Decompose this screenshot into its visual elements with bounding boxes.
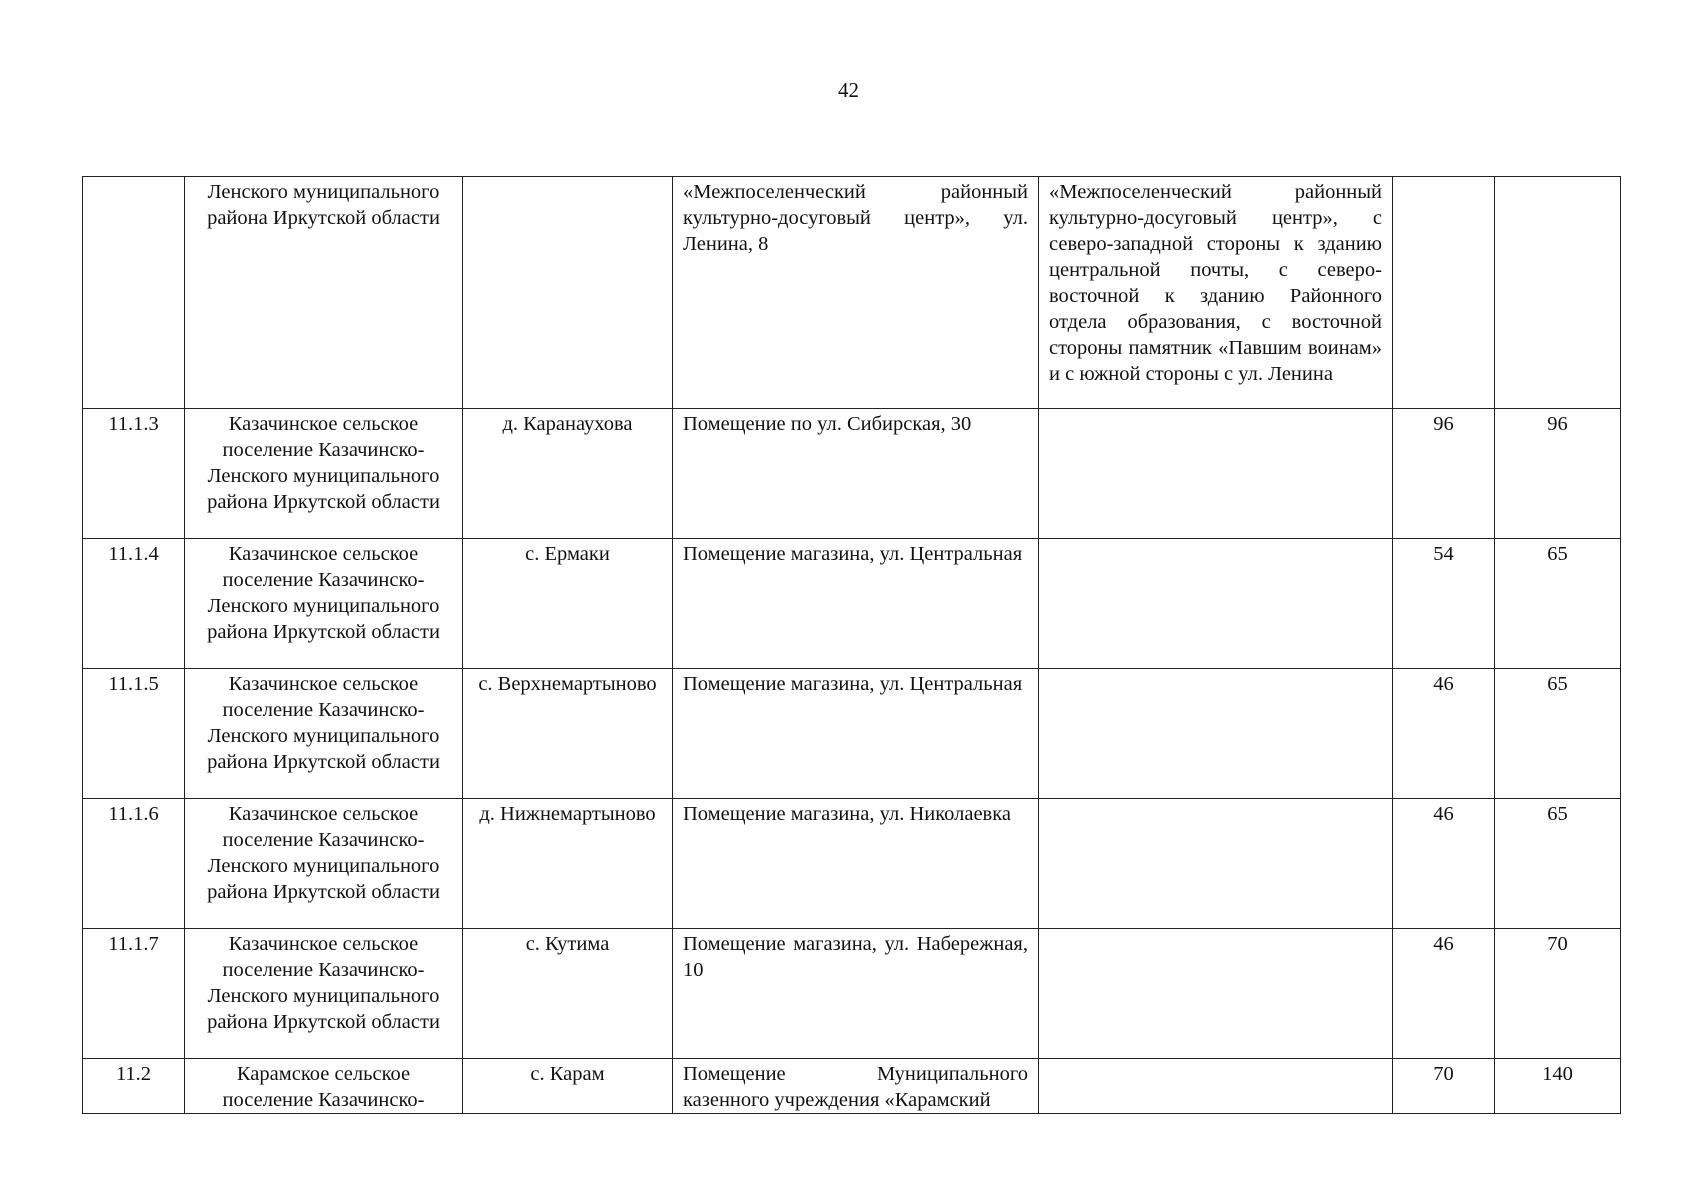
locality: с. Верхнемартыново xyxy=(463,669,673,799)
station-location: Помещение магазина, ул. Николаевка xyxy=(673,799,1039,929)
station-boundaries: «Межпоселенческий районный культурно-досуговый центр», с северо-западной стороны к зданию центральной почты, с северо-восточной к зданию Районного отдела образования, с восточной стороны памятник «Павшим воинам» и с южной стороны с ул. Ленина xyxy=(1039,177,1393,409)
station-location: Помещение магазина, ул. Центральная xyxy=(673,539,1039,669)
station-location: Помещение магазина, ул. Центральная xyxy=(673,669,1039,799)
value-2: 65 xyxy=(1495,799,1621,929)
polling-stations-table xyxy=(82,176,1621,1114)
row-number xyxy=(83,177,185,409)
value-2: 70 xyxy=(1495,929,1621,1059)
value-2: 65 xyxy=(1495,669,1621,799)
row-number: 11.1.4 xyxy=(83,539,185,669)
row-number: 11.2 xyxy=(83,1059,185,1114)
settlement-name: Казачинское сельское поселение Казачинско-Ленского муниципального района Иркутской области xyxy=(185,539,463,669)
value-1: 46 xyxy=(1393,669,1495,799)
station-location: Помещение по ул. Сибирская, 30 xyxy=(673,409,1039,539)
settlement-name: Казачинское сельское поселение Казачинско-Ленского муниципального района Иркутской области xyxy=(185,409,463,539)
locality: д. Каранаухова xyxy=(463,409,673,539)
value-2: 96 xyxy=(1495,409,1621,539)
row-number: 11.1.6 xyxy=(83,799,185,929)
locality: с. Ермаки xyxy=(463,539,673,669)
row-number: 11.1.7 xyxy=(83,929,185,1059)
station-boundaries xyxy=(1039,929,1393,1059)
locality: с. Карам xyxy=(463,1059,673,1114)
value-1 xyxy=(1393,177,1495,409)
value-1: 54 xyxy=(1393,539,1495,669)
station-boundaries xyxy=(1039,669,1393,799)
table-row xyxy=(83,177,1621,409)
table-row xyxy=(83,929,1621,1059)
station-boundaries xyxy=(1039,409,1393,539)
locality xyxy=(463,177,673,409)
value-2: 140 xyxy=(1495,1059,1621,1114)
value-2: 65 xyxy=(1495,539,1621,669)
page-number: 42 xyxy=(838,78,859,102)
table-row xyxy=(83,799,1621,929)
settlement-name: Казачинское сельское поселение Казачинско-Ленского муниципального района Иркутской области xyxy=(185,929,463,1059)
value-2 xyxy=(1495,177,1621,409)
settlement-name: Казачинское сельское поселение Казачинско-Ленского муниципального района Иркутской области xyxy=(185,669,463,799)
row-number: 11.1.3 xyxy=(83,409,185,539)
settlement-name: Ленского муниципального района Иркутской области xyxy=(185,177,463,409)
station-boundaries xyxy=(1039,539,1393,669)
settlement-name: Карамское сельское поселение Казачинско- xyxy=(185,1059,463,1114)
value-1: 46 xyxy=(1393,929,1495,1059)
table-row xyxy=(83,409,1621,539)
settlement-name: Казачинское сельское поселение Казачинско-Ленского муниципального района Иркутской области xyxy=(185,799,463,929)
table-row xyxy=(83,669,1621,799)
locality: д. Нижнемартыново xyxy=(463,799,673,929)
row-number: 11.1.5 xyxy=(83,669,185,799)
station-location: «Межпоселенческий районный культурно-досуговый центр», ул. Ленина, 8 xyxy=(673,177,1039,409)
table-row xyxy=(83,539,1621,669)
value-1: 70 xyxy=(1393,1059,1495,1114)
value-1: 96 xyxy=(1393,409,1495,539)
table-row xyxy=(83,1059,1621,1114)
value-1: 46 xyxy=(1393,799,1495,929)
locality: с. Кутима xyxy=(463,929,673,1059)
station-boundaries xyxy=(1039,1059,1393,1114)
station-boundaries xyxy=(1039,799,1393,929)
station-location: Помещение магазина, ул. Набережная, 10 xyxy=(673,929,1039,1059)
station-location: Помещение Муниципального казенного учреждения «Карамский xyxy=(673,1059,1039,1114)
